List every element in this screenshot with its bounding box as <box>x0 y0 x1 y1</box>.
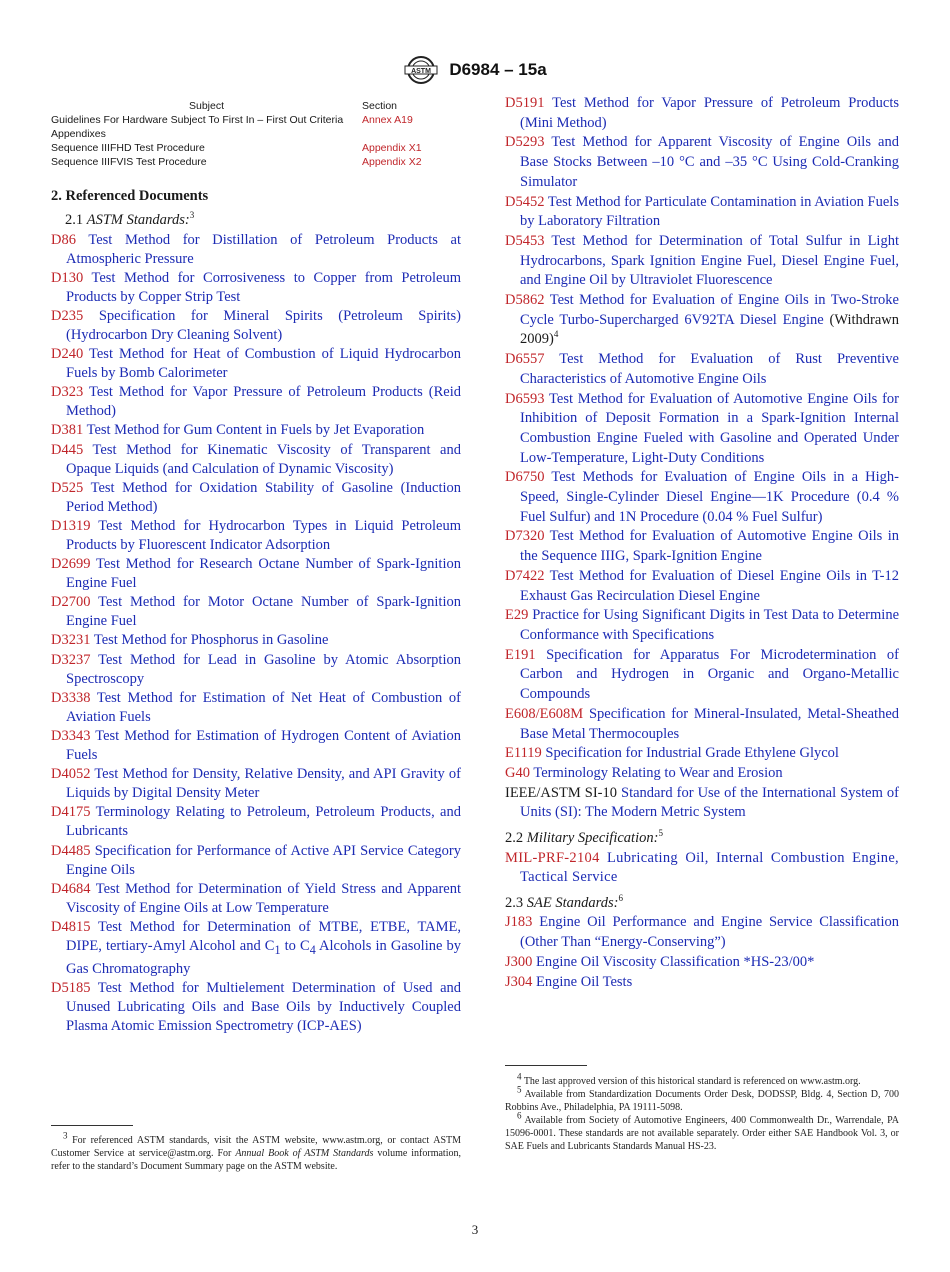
toc-row <box>51 141 441 155</box>
reference-title-link[interactable]: Test Method for Apparent Viscosity of Engine Oils and Base Stocks Between –10 °C and –35 °C Using Cold-Cranking Simulator <box>520 134 899 190</box>
reference-item <box>51 727 461 765</box>
reference-item <box>51 631 461 650</box>
footnote-number: 5 <box>517 1084 522 1095</box>
reference-item <box>51 231 461 269</box>
reference-title-link[interactable]: Engine Oil Performance and Engine Service Classification (Other Than “Energy-Conserving”) <box>520 914 899 951</box>
reference-title-link[interactable]: Lubricating Oil, Internal Combustion Engine, Tactical Service <box>520 849 899 886</box>
title-part: Test Method for Determination of MTBE, ETBE, TAME, DIPE, tertiary-Amyl Alcohol and C <box>66 918 461 954</box>
reference-code-link[interactable]: D6557 <box>505 351 545 368</box>
toc-subject-header: Subject <box>188 100 225 112</box>
reference-title-link[interactable]: Test Methods for Evaluation of Engine Oils in a High-Speed, Single-Cylinder Diesel Engine—1K Procedure (0.4 % Fuel Sulfur) and 1N Procedure (0.04 % Fuel Sulfur) <box>520 469 899 525</box>
reference-item <box>51 345 461 383</box>
reference-item <box>51 441 461 479</box>
reference-code-link[interactable]: J300 <box>505 953 533 970</box>
reference-item <box>51 880 461 918</box>
reference-item <box>505 567 899 606</box>
contents-table <box>51 99 441 169</box>
toc-subject: Guidelines For Hardware Subject To First In – First Out Criteria <box>51 114 344 126</box>
toc-row <box>51 127 441 141</box>
reference-title-link[interactable]: Standard for Use of the International System of Units (SI): The Modern Metric System <box>520 784 899 821</box>
footnote-6 <box>505 1110 899 1153</box>
reference-code-link[interactable]: D3338 <box>51 689 91 706</box>
footnote-ref[interactable]: 5 <box>658 828 663 839</box>
reference-code-link[interactable]: D525 <box>51 479 84 496</box>
reference-title-link[interactable]: Specification for Industrial Grade Ethylene Glycol <box>545 745 839 762</box>
reference-title-link[interactable]: Terminology Relating to Wear and Erosion <box>533 764 783 781</box>
reference-title-link[interactable]: Test Method for Distillation of Petroleum Products at Atmospheric Pressure <box>66 231 461 267</box>
subsection-label: Military Specification: <box>526 830 659 847</box>
reference-code-link[interactable]: G40 <box>505 764 530 781</box>
astm-reference-list-left <box>51 231 461 1037</box>
reference-item <box>51 421 461 440</box>
reference-item <box>51 842 461 880</box>
reference-title-link[interactable]: Test Method for Motor Octane Number of Spark-Ignition Engine Fuel <box>66 594 461 630</box>
toc-section-link[interactable]: Annex A19 <box>362 114 413 126</box>
reference-item <box>505 291 899 350</box>
subscript: 4 <box>309 942 316 957</box>
reference-title-link[interactable]: Test Method for Kinematic Viscosity of Transparent and Opaque Liquids (and Calculation of Dynamic Viscosity) <box>66 441 461 477</box>
reference-title-link[interactable]: Test Method for Heat of Combustion of Liquid Hydrocarbon Fuels by Bomb Calorimeter <box>66 346 461 382</box>
reference-code-link[interactable]: D2700 <box>51 594 91 611</box>
reference-code-link[interactable]: D5453 <box>505 232 545 249</box>
footnote-text: Available from Society of Automotive Engineers, 400 Commonwealth Dr., Warrendale, PA 15096-0001. These standards are not available separately. Order either SAE Handbook Vol. 3, or SAE Fuels and Lubricants Standards Manual HS-23. <box>505 1115 899 1152</box>
section-heading: 2. Referenced Documents <box>51 188 209 204</box>
reference-code-link[interactable]: D5185 <box>51 980 91 997</box>
footnote-text: volume information, refer to the standard’s Document Summary page on the ASTM website. <box>51 1148 461 1172</box>
reference-item <box>505 953 899 973</box>
reference-title-link[interactable]: Test Method for Evaluation of Automotive Engine Oils in the Sequence IIIG, Spark-Ignition Engine <box>520 528 899 565</box>
footnote-text: The last approved version of this historical standard is referenced on www.astm.org. <box>523 1076 861 1087</box>
footnote-divider <box>505 1065 587 1066</box>
reference-title-link[interactable]: Test Method for Vapor Pressure of Petroleum Products (Reid Method) <box>66 384 461 420</box>
page-header <box>0 54 950 86</box>
reference-code-link[interactable]: D5452 <box>505 193 545 210</box>
title-part: Alcohols in Gasoline by Gas Chromatography <box>66 937 462 977</box>
reference-title-link[interactable]: Test Method for Oxidation Stability of Gasoline (Induction Period Method) <box>66 479 461 515</box>
reference-item <box>505 468 899 527</box>
reference-code-link[interactable]: D4815 <box>51 918 91 935</box>
footnote-number: 3 <box>63 1130 68 1141</box>
toc-section <box>362 127 441 141</box>
reference-code-link[interactable]: D2699 <box>51 556 91 573</box>
right-column <box>505 94 899 992</box>
subsection-number: 2.1 <box>65 212 84 228</box>
reference-title-link[interactable]: Test Method for Lead in Gasoline by Atomic Absorption Spectroscopy <box>66 651 461 687</box>
reference-code-link[interactable]: D7320 <box>505 528 545 545</box>
reference-code-link[interactable]: D4175 <box>51 804 91 821</box>
reference-code-link[interactable]: D445 <box>51 441 84 458</box>
reference-title-link[interactable]: Test Method for Multielement Determination of Used and Unused Lubricating Oils and Base Oils by Inductively Coupled Plasma Atomic Emission Spectrometry (ICP-AES) <box>66 980 461 1035</box>
reference-item <box>505 94 899 133</box>
toc-section-header: Section <box>362 100 398 112</box>
footnote-ref[interactable]: 3 <box>189 210 195 221</box>
reference-title-link[interactable]: Test Method for Hydrocarbon Types in Liquid Petroleum Products by Fluorescent Indicator Adsorption <box>66 517 461 553</box>
reference-code-link[interactable]: D5191 <box>505 95 545 111</box>
subsection-label: SAE Standards: <box>526 894 619 911</box>
reference-title-link[interactable]: Test Method for Particulate Contamination in Aviation Fuels by Laboratory Filtration <box>520 193 899 230</box>
reference-title-link[interactable]: Terminology Relating to Petroleum, Petroleum Products, and Lubricants <box>66 804 461 840</box>
reference-code: IEEE/ASTM SI-10 <box>505 784 617 801</box>
reference-title-link[interactable] <box>66 919 461 977</box>
subsection-number: 2.3 <box>505 894 524 911</box>
sae-reference-list <box>505 913 899 992</box>
reference-item <box>51 383 461 421</box>
toc-section-link[interactable]: Appendix X2 <box>362 156 422 168</box>
reference-code-link[interactable]: MIL-PRF-2104 <box>505 849 600 866</box>
subsection-number: 2.2 <box>505 830 524 847</box>
reference-item <box>505 133 899 192</box>
footnote-5 <box>505 1084 900 1114</box>
reference-code-link[interactable]: D3343 <box>51 727 91 744</box>
reference-code-link[interactable]: D6750 <box>505 469 545 486</box>
reference-code-link[interactable]: D7422 <box>505 567 545 584</box>
reference-title-link[interactable]: Specification for Performance of Active API Service Category Engine Oils <box>66 842 462 878</box>
subscript: 1 <box>274 942 281 957</box>
reference-item <box>505 973 899 993</box>
reference-code-link[interactable]: D240 <box>51 346 84 363</box>
toc-subject: Appendixes <box>51 128 106 140</box>
reference-item <box>51 479 461 517</box>
reference-code-link[interactable]: D5862 <box>505 292 545 309</box>
reference-code-link[interactable]: D4684 <box>51 880 91 897</box>
footnotes-right <box>505 1071 900 1153</box>
footnote-number: 6 <box>517 1110 522 1121</box>
reference-item <box>505 350 899 389</box>
toc-subject: Sequence IIIFHD Test Procedure <box>51 142 205 154</box>
footnote-text: For referenced ASTM standards, visit the ASTM website, www.astm.org, or contact ASTM Customer Service at service@astm.org. For <box>51 1135 462 1159</box>
reference-title-link[interactable]: Test Method for Evaluation of Rust Preventive Characteristics of Automotive Engine Oils <box>520 351 899 387</box>
reference-code-link[interactable]: D4485 <box>51 842 91 859</box>
toc-section-link[interactable]: Appendix X1 <box>362 142 422 154</box>
footnote-3 <box>51 1130 462 1173</box>
reference-code-link[interactable]: D381 <box>51 422 84 439</box>
footnote-text: Available from Standardization Documents Order Desk, DODSSP, Bldg. 4, Section D, 700 Robbins Ave., Philadelphia, PA 19111-5098. <box>505 1089 900 1113</box>
reference-code-link[interactable]: E1119 <box>505 745 542 762</box>
reference-item <box>505 232 899 291</box>
footnote-4 <box>505 1071 899 1088</box>
reference-item <box>505 849 899 888</box>
footnote-ref[interactable]: 6 <box>618 893 623 904</box>
reference-item <box>51 651 461 689</box>
reference-item <box>505 527 899 566</box>
reference-code-link[interactable]: D86 <box>51 231 76 248</box>
reference-code-link[interactable]: E191 <box>505 646 536 663</box>
reference-title-link[interactable]: Engine Oil Tests <box>536 973 633 990</box>
reference-title-link[interactable]: Test Method for Estimation of Net Heat of Combustion of Aviation Fuels <box>66 689 461 725</box>
reference-title-link[interactable]: Test Method for Determination of Total Sulfur in Light Hydrocarbons, Spark Ignition Engine Fuel, Diesel Engine Fuel, and Engine Oil by Ultraviolet Fluorescence <box>520 232 899 289</box>
toc-row <box>51 113 441 127</box>
reference-item <box>51 979 461 1036</box>
astm-logo-icon <box>403 54 439 86</box>
military-reference-list <box>505 849 899 888</box>
reference-item <box>505 646 899 705</box>
reference-code-link[interactable]: D3237 <box>51 651 91 668</box>
reference-code-link[interactable]: D323 <box>51 384 84 401</box>
military-spec-subheading <box>505 829 899 849</box>
reference-code-link[interactable]: D130 <box>51 269 84 286</box>
reference-code-link[interactable]: J183 <box>505 914 533 931</box>
sae-standards-subheading <box>505 894 899 914</box>
reference-item <box>51 918 461 979</box>
reference-item <box>51 765 461 803</box>
reference-item <box>51 803 461 841</box>
reference-code-link[interactable]: J304 <box>505 973 533 990</box>
reference-code-link[interactable]: D1319 <box>51 517 91 534</box>
reference-title-link[interactable]: Specification for Mineral Spirits (Petroleum Spirits) (Hydrocarbon Dry Cleaning Solvent) <box>66 307 461 343</box>
reference-title-link[interactable]: Test Method for Gum Content in Fuels by Jet Evaporation <box>86 422 425 439</box>
astm-standards-subheading <box>51 211 461 231</box>
reference-code-link[interactable]: E29 <box>505 607 529 624</box>
reference-item <box>505 913 899 952</box>
reference-item <box>51 689 461 727</box>
reference-title-link[interactable]: Test Method for Evaluation of Engine Oils in Two-Stroke Cycle Turbo-Supercharged 6V92TA Diesel Engine <box>520 292 899 328</box>
footnote-number: 4 <box>517 1071 522 1082</box>
reference-title-link[interactable]: Test Method for Density, Relative Density, and API Gravity of Liquids by Digital Density Meter <box>66 766 461 802</box>
reference-title-link[interactable]: Practice for Using Significant Digits in Test Data to Determine Conformance with Specifications <box>520 607 900 643</box>
reference-code-link[interactable]: D6593 <box>505 390 545 407</box>
reference-title-link[interactable]: Test Method for Phosphorus in Gasoline <box>93 632 329 649</box>
reference-title-link[interactable]: Test Method for Vapor Pressure of Petroleum Products (Mini Method) <box>520 95 899 131</box>
reference-title-link[interactable]: Test Method for Estimation of Hydrogen Content of Aviation Fuels <box>66 727 461 764</box>
reference-code-link[interactable]: D235 <box>51 307 84 324</box>
reference-item <box>51 307 461 345</box>
subsection-label: ASTM Standards: <box>86 212 190 228</box>
reference-title-link[interactable]: Test Method for Determination of Yield Stress and Apparent Viscosity of Engine Oils at Low Temperature <box>66 880 461 916</box>
svg-text:ASTM: ASTM <box>411 68 432 75</box>
footnote-divider <box>51 1125 133 1126</box>
footnote-italic-text: Annual Book of ASTM Standards <box>235 1148 374 1159</box>
reference-item <box>505 764 899 784</box>
reference-item <box>51 593 461 631</box>
reference-item <box>51 555 461 593</box>
astm-reference-list-right <box>505 94 899 823</box>
reference-item <box>505 784 899 823</box>
reference-item <box>505 390 899 469</box>
reference-title-link[interactable]: Specification for Apparatus For Microdetermination of Carbon and Hydrogen in Organic and Organo-Metallic Compounds <box>520 646 899 703</box>
footnote-ref[interactable]: 4 <box>553 329 559 340</box>
reference-title-link[interactable]: Test Method for Evaluation of Diesel Engine Oils in T-12 Exhaust Gas Recirculation Diesel Engine <box>520 567 899 604</box>
toc-subject: Sequence IIIFVIS Test Procedure <box>51 156 207 168</box>
reference-title-link[interactable]: Test Method for Corrosiveness to Copper from Petroleum Products by Copper Strip Test <box>66 269 461 305</box>
reference-item <box>505 606 899 645</box>
reference-title-link[interactable]: Test Method for Research Octane Number of Spark-Ignition Engine Fuel <box>66 556 461 592</box>
reference-title-link[interactable]: Engine Oil Viscosity Classification *HS-23/00* <box>536 953 815 970</box>
withdrawn-note: (Withdrawn 2009) <box>520 311 899 348</box>
title-part: to C <box>280 937 310 954</box>
document-code: D6984 – 15a <box>449 60 547 79</box>
left-column <box>51 95 461 1036</box>
page-number: 3 <box>471 1222 479 1237</box>
reference-item <box>505 193 899 232</box>
reference-title-link[interactable]: Specification for Mineral-Insulated, Metal-Sheathed Base Metal Thermocouples <box>520 705 900 742</box>
reference-code-link[interactable]: D3231 <box>51 632 91 649</box>
reference-item <box>51 269 461 307</box>
toc-row <box>51 155 441 169</box>
reference-code-link[interactable]: E608/E608M <box>505 705 584 722</box>
reference-item <box>51 517 461 555</box>
reference-item <box>505 744 899 764</box>
reference-title-link[interactable]: Test Method for Evaluation of Automotive Engine Oils for Inhibition of Deposit Formation in a Spark-Ignition Internal Combustion Engine Fueled with Gasoline and Operated Under Low-Temperature, Light-Duty Conditions <box>520 390 900 466</box>
reference-item <box>505 705 899 744</box>
reference-code-link[interactable]: D4052 <box>51 766 91 783</box>
reference-code-link[interactable]: D5293 <box>505 134 545 151</box>
